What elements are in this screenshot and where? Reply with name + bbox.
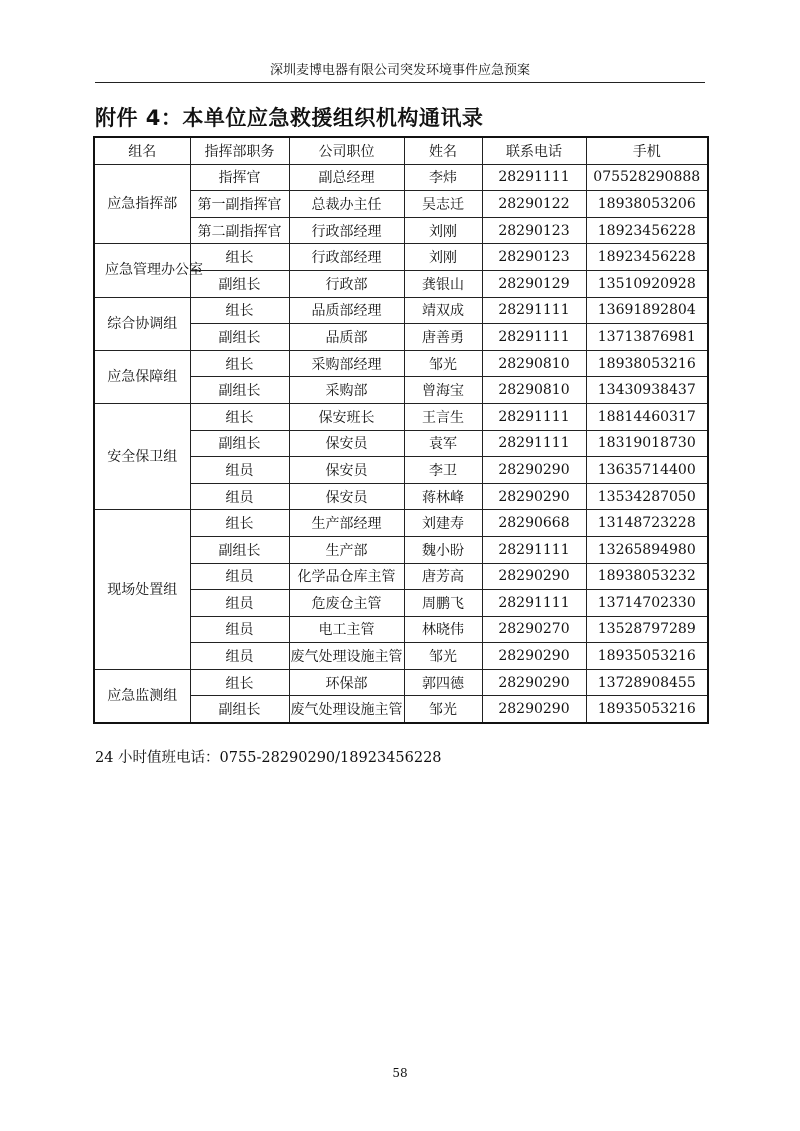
person-name-cell: 曾海宝 xyxy=(404,377,482,404)
table-row xyxy=(94,403,708,430)
command-role-cell: 组长 xyxy=(190,669,289,696)
company-position-cell: 生产部 xyxy=(289,536,404,563)
company-position-cell: 环保部 xyxy=(289,669,404,696)
company-position-cell: 副总经理 xyxy=(289,164,404,191)
company-position-cell: 废气处理设施主管 xyxy=(289,643,404,670)
command-role-cell: 副组长 xyxy=(190,377,289,404)
person-name-cell: 李炜 xyxy=(404,164,482,191)
person-name-cell: 邹光 xyxy=(404,696,482,723)
person-name-cell: 郭四德 xyxy=(404,669,482,696)
phone-cell: 28291111 xyxy=(482,297,586,324)
mobile-cell: 18935053216 xyxy=(586,643,708,670)
person-name-cell: 王言生 xyxy=(404,403,482,430)
phone-cell: 28291111 xyxy=(482,430,586,457)
person-name-cell: 刘刚 xyxy=(404,244,482,271)
command-role-cell: 副组长 xyxy=(190,270,289,297)
phone-cell: 28291111 xyxy=(482,164,586,191)
column-header: 姓名 xyxy=(404,137,482,164)
mobile-cell: 13534287050 xyxy=(586,483,708,510)
command-role-cell: 组员 xyxy=(190,563,289,590)
duty-hotline: 24 小时值班电话：0755-28290290/18923456228 xyxy=(95,750,442,766)
mobile-cell: 18938053216 xyxy=(586,350,708,377)
contact-directory-table xyxy=(93,136,709,724)
company-position-cell: 行政部 xyxy=(289,270,404,297)
phone-cell: 28290290 xyxy=(482,563,586,590)
phone-cell: 28290668 xyxy=(482,510,586,537)
phone-cell: 28290290 xyxy=(482,669,586,696)
mobile-cell: 13430938437 xyxy=(586,377,708,404)
mobile-cell: 18935053216 xyxy=(586,696,708,723)
table-row xyxy=(94,297,708,324)
command-role-cell: 组长 xyxy=(190,403,289,430)
person-name-cell: 李卫 xyxy=(404,457,482,484)
mobile-cell: 18814460317 xyxy=(586,403,708,430)
company-position-cell: 总裁办主任 xyxy=(289,191,404,218)
mobile-cell: 18938053232 xyxy=(586,563,708,590)
column-header: 手机 xyxy=(586,137,708,164)
person-name-cell: 魏小盼 xyxy=(404,536,482,563)
phone-cell: 28291111 xyxy=(482,324,586,351)
company-position-cell: 电工主管 xyxy=(289,616,404,643)
mobile-cell: 18923456228 xyxy=(586,217,708,244)
mobile-cell: 13510920928 xyxy=(586,270,708,297)
person-name-cell: 龚银山 xyxy=(404,270,482,297)
mobile-cell: 13714702330 xyxy=(586,590,708,617)
header-divider xyxy=(95,82,705,83)
phone-cell: 28290290 xyxy=(482,643,586,670)
mobile-cell: 13148723228 xyxy=(586,510,708,537)
column-header: 联系电话 xyxy=(482,137,586,164)
command-role-cell: 组员 xyxy=(190,457,289,484)
phone-cell: 28290810 xyxy=(482,377,586,404)
page-number: 58 xyxy=(392,1066,408,1080)
command-role-cell: 第二副指挥官 xyxy=(190,217,289,244)
command-role-cell: 副组长 xyxy=(190,696,289,723)
table-row xyxy=(94,350,708,377)
group-name-cell: 应急管理办公室 xyxy=(94,244,190,297)
person-name-cell: 蒋林峰 xyxy=(404,483,482,510)
company-position-cell: 化学品仓库主管 xyxy=(289,563,404,590)
phone-cell: 28290290 xyxy=(482,483,586,510)
company-position-cell: 废气处理设施主管 xyxy=(289,696,404,723)
phone-cell: 28291111 xyxy=(482,590,586,617)
command-role-cell: 副组长 xyxy=(190,430,289,457)
company-position-cell: 保安员 xyxy=(289,430,404,457)
command-role-cell: 组员 xyxy=(190,643,289,670)
company-position-cell: 采购部 xyxy=(289,377,404,404)
column-header: 指挥部职务 xyxy=(190,137,289,164)
running-header: 深圳麦博电器有限公司突发环境事件应急预案 xyxy=(269,63,530,78)
mobile-cell: 18938053206 xyxy=(586,191,708,218)
person-name-cell: 周鹏飞 xyxy=(404,590,482,617)
column-header: 组名 xyxy=(94,137,190,164)
mobile-cell: 13528797289 xyxy=(586,616,708,643)
command-role-cell: 组长 xyxy=(190,244,289,271)
mobile-cell: 18319018730 xyxy=(586,430,708,457)
command-role-cell: 组员 xyxy=(190,590,289,617)
command-role-cell: 组员 xyxy=(190,616,289,643)
table-row xyxy=(94,164,708,191)
phone-cell: 28290123 xyxy=(482,217,586,244)
company-position-cell: 保安员 xyxy=(289,483,404,510)
person-name-cell: 刘建寿 xyxy=(404,510,482,537)
mobile-cell: 13691892804 xyxy=(586,297,708,324)
company-position-cell: 品质部经理 xyxy=(289,297,404,324)
command-role-cell: 副组长 xyxy=(190,536,289,563)
command-role-cell: 指挥官 xyxy=(190,164,289,191)
mobile-cell: 13265894980 xyxy=(586,536,708,563)
person-name-cell: 吴志迁 xyxy=(404,191,482,218)
command-role-cell: 副组长 xyxy=(190,324,289,351)
group-name-cell: 应急保障组 xyxy=(94,350,190,403)
command-role-cell: 组长 xyxy=(190,510,289,537)
person-name-cell: 靖双成 xyxy=(404,297,482,324)
company-position-cell: 保安员 xyxy=(289,457,404,484)
mobile-cell: 18923456228 xyxy=(586,244,708,271)
table-header-row xyxy=(94,137,708,164)
table-row xyxy=(94,510,708,537)
phone-cell: 28290270 xyxy=(482,616,586,643)
phone-cell: 28290122 xyxy=(482,191,586,218)
company-position-cell: 采购部经理 xyxy=(289,350,404,377)
command-role-cell: 第一副指挥官 xyxy=(190,191,289,218)
table-row xyxy=(94,244,708,271)
mobile-cell: 13713876981 xyxy=(586,324,708,351)
phone-cell: 28290290 xyxy=(482,696,586,723)
group-name-cell: 综合协调组 xyxy=(94,297,190,350)
person-name-cell: 邹光 xyxy=(404,643,482,670)
phone-cell: 28290290 xyxy=(482,457,586,484)
group-name-cell: 现场处置组 xyxy=(94,510,190,670)
phone-cell: 28291111 xyxy=(482,536,586,563)
phone-cell: 28290123 xyxy=(482,244,586,271)
person-name-cell: 袁军 xyxy=(404,430,482,457)
company-position-cell: 行政部经理 xyxy=(289,217,404,244)
company-position-cell: 危废仓主管 xyxy=(289,590,404,617)
person-name-cell: 邹光 xyxy=(404,350,482,377)
company-position-cell: 品质部 xyxy=(289,324,404,351)
command-role-cell: 组长 xyxy=(190,297,289,324)
phone-cell: 28291111 xyxy=(482,403,586,430)
phone-cell: 28290129 xyxy=(482,270,586,297)
group-name-cell: 安全保卫组 xyxy=(94,403,190,509)
mobile-cell: 13635714400 xyxy=(586,457,708,484)
person-name-cell: 刘刚 xyxy=(404,217,482,244)
column-header: 公司职位 xyxy=(289,137,404,164)
group-name-cell: 应急指挥部 xyxy=(94,164,190,244)
table-body xyxy=(94,164,708,723)
mobile-cell: 075528290888 xyxy=(586,164,708,191)
table-row xyxy=(94,669,708,696)
company-position-cell: 保安班长 xyxy=(289,403,404,430)
mobile-cell: 13728908455 xyxy=(586,669,708,696)
person-name-cell: 唐善勇 xyxy=(404,324,482,351)
group-name-cell: 应急监测组 xyxy=(94,669,190,723)
page-title: 附件 4：本单位应急救援组织机构通讯录 xyxy=(95,106,484,130)
person-name-cell: 林晓伟 xyxy=(404,616,482,643)
phone-cell: 28290810 xyxy=(482,350,586,377)
command-role-cell: 组员 xyxy=(190,483,289,510)
company-position-cell: 行政部经理 xyxy=(289,244,404,271)
person-name-cell: 唐芳高 xyxy=(404,563,482,590)
company-position-cell: 生产部经理 xyxy=(289,510,404,537)
command-role-cell: 组长 xyxy=(190,350,289,377)
